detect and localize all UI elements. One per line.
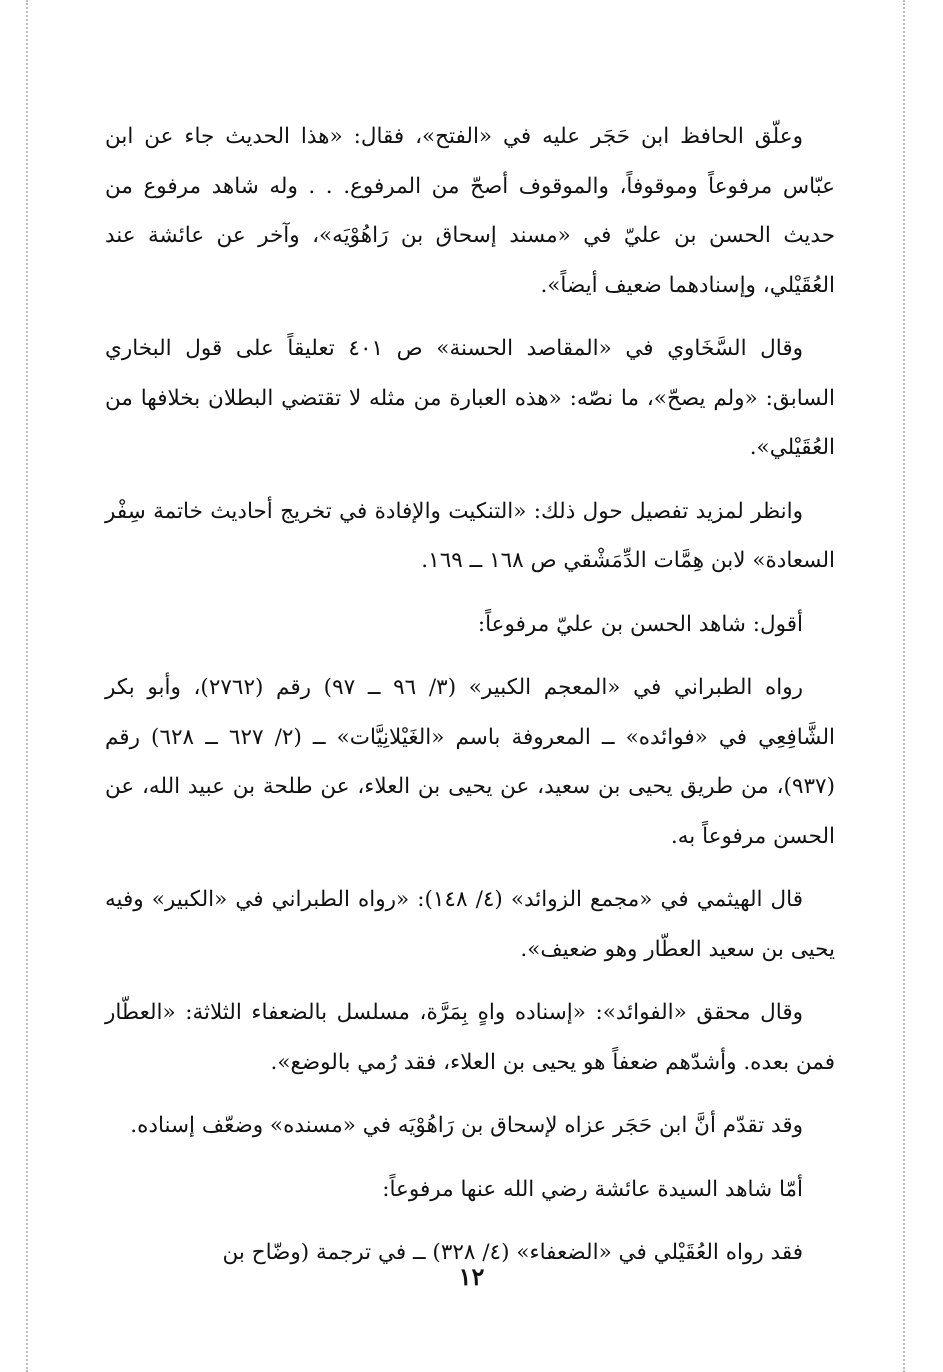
paragraph: أقول: شاهد الحسن بن عليّ مرفوعاً: xyxy=(477,611,803,637)
right-dotted-guide xyxy=(903,0,905,1372)
paragraph: أمّا شاهد السيدة عائشة رضي الله عنها مرفوعاً: xyxy=(382,1176,803,1202)
page-number: ١٢ xyxy=(458,1262,485,1291)
left-dotted-guide xyxy=(26,0,28,1372)
paragraph: قال الهيثمي في «مجمع الزوائد» (٤/ ١٤٨): «رواه الطبراني في «الكبير» وفيه يحيى بن سعيد العطّار وهو ضعيف». xyxy=(105,887,835,962)
paragraph: وقال محقق «الفوائد»: «إسناده واهٍ بِمَرَّة، مسلسل بالضعفاء الثلاثة: «العطّار فمن بعده. وأشدّهم ضعفاً هو يحيى بن العلاء، فقد رُمي بالوضع». xyxy=(105,1000,835,1075)
body-text xyxy=(105,112,835,1292)
paragraph: فقد رواه العُقَيْلي في «الضعفاء» (٤/ ٣٢٨) ــ في ترجمة (وضّاح بن xyxy=(222,1240,803,1265)
paragraph: وقال السَّخَاوي في «المقاصد الحسنة» ص ٤٠١ تعليقاً على قول البخاري السابق: «ولم يصحّ»، ما نصّه: «هذه العبارة من مثله لا تقتضي البطلان بخلافها من العُقَيْلي». xyxy=(105,336,835,460)
paragraph: وانظر لمزيد تفصيل حول ذلك: «التنكيت والإفادة في تخريج أحاديث خاتمة سِفْر السعادة» لابن هِمَّات الدِّمَشْقي ص ١٦٨ ــ ١٦٩. xyxy=(105,498,835,573)
paragraph: وقد تقدّم أنَّ ابن حَجَر عزاه لإسحاق بن رَاهُوْيَه في «مسنده» وضعّف إسناده. xyxy=(130,1113,803,1138)
paragraph: وعلّق الحافظ ابن حَجَر عليه في «الفتح»، فقال: «هذا الحديث جاء عن ابن عبّاس مرفوعاً وموقوفاً، والموقوف أصحّ من المرفوع. . . وله شاهد مرفوع من حديث الحسن بن عليّ في «مسند إسحاق بن رَاهُوْيَه»، وآخر عن عائشة عند العُقَيْلي، وإسنادهما ضعيف أيضاً». xyxy=(105,124,835,298)
paragraph: رواه الطبراني في «المعجم الكبير» (٣/ ٩٦ ــ ٩٧) رقم (٢٧٦٢)، وأبو بكر الشَّافِعِي في «فوائده» ــ المعروفة باسم «الغَيْلانِيَّات» ــ (٢/ ٦٢٧ ــ ٦٢٨) رقم (٩٣٧)، من طريق يحيى بن سعيد، عن يحيى بن العلاء، عن طلحة بن عبيد الله، عن الحسن مرفوعاً به. xyxy=(105,675,835,849)
